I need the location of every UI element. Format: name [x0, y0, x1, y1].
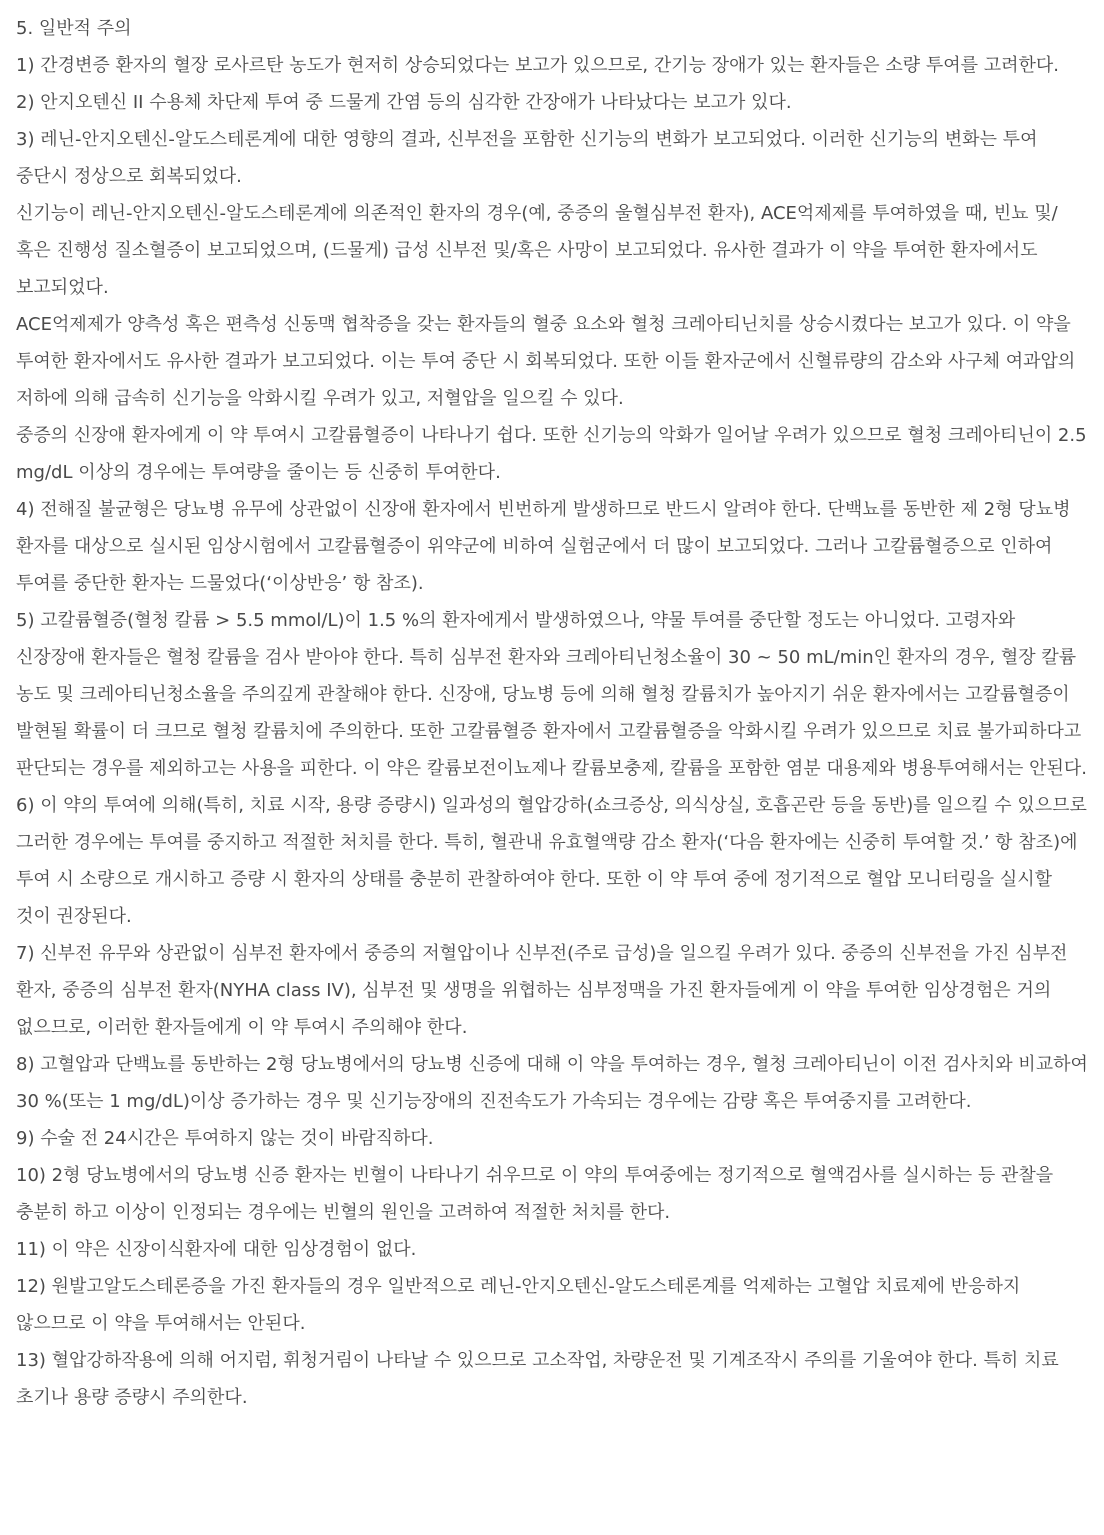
paragraph-3-renal-dependence: 신기능이 레닌-안지오텐신-알도스테론계에 의존적인 환자의 경우(예, 중증의 울혈심부전 환자), ACE억제제를 투여하였을 때, 빈뇨 및/혹은 진행성 질소혈증이 보고되었으며, (드물게) 급성 신부전 및/혹은 사망이 보고되었다. 유사한 결과가 이 약을 투여한 환자에서도 보고되었다. — [16, 203, 1058, 298]
paragraph-9: 9) 수술 전 24시간은 투여하지 않는 것이 바람직하다. — [16, 1128, 434, 1149]
paragraph-4: 4) 전해질 불균형은 당뇨병 유무에 상관없이 신장애 환자에서 빈번하게 발생하므로 반드시 알려야 한다. 단백뇨를 동반한 제 2형 당뇨병 환자를 대상으로 실시된 임상시험에서 고칼륨혈증이 위약군에 비하여 실험군에서 더 많이 보고되었다. 그러나 고칼륨혈증으로 인하여 투여를 중단한 환자는 드물었다(‘이상반응’ 항 참조). — [16, 499, 1071, 594]
paragraph-3: 3) 레닌-안지오텐신-알도스테론계에 대한 영향의 결과, 신부전을 포함한 신기능의 변화가 보고되었다. 이러한 신기능의 변화는 투여 중단시 정상으로 회복되었다. — [16, 129, 1038, 187]
paragraph-13: 13) 혈압강하작용에 의해 어지럼, 휘청거림이 나타날 수 있으므로 고소작업, 차량운전 및 기계조작시 주의를 기울여야 한다. 특히 치료 초기나 용량 증량시 주의한다. — [16, 1350, 1059, 1408]
paragraph-8: 8) 고혈압과 단백뇨를 동반하는 2형 당뇨병에서의 당뇨병 신증에 대해 이 약을 투여하는 경우, 혈청 크레아티닌이 이전 검사치와 비교하여 30 %(또는 1 mg/dL)이상 증가하는 경우 및 신기능장애의 진전속도가 가속되는 경우에는 감량 혹은 투여중지를 고려한다. — [16, 1054, 1088, 1112]
section-title: 5. 일반적 주의 — [16, 18, 132, 39]
paragraph-11: 11) 이 약은 신장이식환자에 대한 임상경험이 없다. — [16, 1239, 417, 1260]
paragraph-3-severe-renal-impairment: 중증의 신장애 환자에게 이 약 투여시 고칼륨혈증이 나타나기 쉽다. 또한 신기능의 악화가 일어날 우려가 있으므로 혈청 크레아티닌이 2.5 mg/dL 이상의 경우에는 투여량을 줄이는 등 신중히 투여한다. — [16, 425, 1087, 483]
paragraph-1: 1) 간경변증 환자의 혈장 로사르탄 농도가 현저히 상승되었다는 보고가 있으므로, 간기능 장애가 있는 환자들은 소량 투여를 고려한다. — [16, 55, 1060, 76]
paragraph-5: 5) 고칼륨혈증(혈청 칼륨 > 5.5 mmol/L)이 1.5 %의 환자에게서 발생하였으나, 약물 투여를 중단할 정도는 아니었다. 고령자와 신장장애 환자들은 혈청 칼륨을 검사 받아야 한다. 특히 심부전 환자와 크레아티닌청소율이 30 ~ 50 mL/min인 환자의 경우, 혈장 칼륨 농도 및 크레아티닌청소율을 주의깊게 관찰해야 한다. 신장애, 당뇨병 등에 의해 혈청 칼륨치가 높아지기 쉬운 환자에서는 고칼륨혈증이 발현될 확률이 더 크므로 혈청 칼륨치에 주의한다. 또한 고칼륨혈증 환자에서 고칼륨혈증을 악화시킬 우려가 있으므로 치료 불가피하다고 판단되는 경우를 제외하고는 사용을 피한다. 이 약은 칼륨보전이뇨제나 칼륨보충제, 칼륨을 포함한 염분 대용제와 병용투여해서는 안된다. — [16, 610, 1087, 779]
paragraph-3-renal-artery-stenosis: ACE억제제가 양측성 혹은 편측성 신동맥 협착증을 갖는 환자들의 혈중 요소와 혈청 크레아티닌치를 상승시켰다는 보고가 있다. 이 약을 투여한 환자에서도 유사한 결과가 보고되었다. 이는 투여 중단 시 회복되었다. 또한 이들 환자군에서 신혈류량의 감소와 사구체 여과압의 저하에 의해 급속히 신기능을 악화시킬 우려가 있고, 저혈압을 일으킬 수 있다. — [16, 314, 1076, 409]
paragraph-10: 10) 2형 당뇨병에서의 당뇨병 신증 환자는 빈혈이 나타나기 쉬우므로 이 약의 투여중에는 정기적으로 혈액검사를 실시하는 등 관찰을 충분히 하고 이상이 인정되는 경우에는 빈혈의 원인을 고려하여 적절한 처치를 한다. — [16, 1165, 1054, 1223]
paragraph-12: 12) 원발고알도스테론증을 가진 환자들의 경우 일반적으로 레닌-안지오텐신-알도스테론계를 억제하는 고혈압 치료제에 반응하지 않으므로 이 약을 투여해서는 안된다. — [16, 1276, 1021, 1334]
paragraph-6: 6) 이 약의 투여에 의해(특히, 치료 시작, 용량 증량시) 일과성의 혈압강하(쇼크증상, 의식상실, 호흡곤란 등을 동반)를 일으킬 수 있으므로 그러한 경우에는 투여를 중지하고 적절한 처치를 한다. 특히, 혈관내 유효혈액량 감소 환자(‘다음 환자에는 신중히 투여할 것.’ 항 참조)에 투여 시 소량으로 개시하고 증량 시 환자의 상태를 충분히 관찰하여야 한다. 또한 이 약 투여 중에 정기적으로 혈압 모니터링을 실시할 것이 권장된다. — [16, 795, 1087, 927]
paragraph-7: 7) 신부전 유무와 상관없이 심부전 환자에서 중증의 저혈압이나 신부전(주로 급성)을 일으킬 우려가 있다. 중증의 신부전을 가진 심부전 환자, 중증의 심부전 환자(NYHA class IV), 심부전 및 생명을 위협하는 심부정맥을 가진 환자들에게 이 약을 투여한 임상경험은 거의 없으므로, 이러한 환자들에게 이 약 투여시 주의해야 한다. — [16, 943, 1068, 1038]
paragraph-2: 2) 안지오텐신 II 수용체 차단제 투여 중 드물게 간염 등의 심각한 간장애가 나타났다는 보고가 있다. — [16, 92, 792, 113]
